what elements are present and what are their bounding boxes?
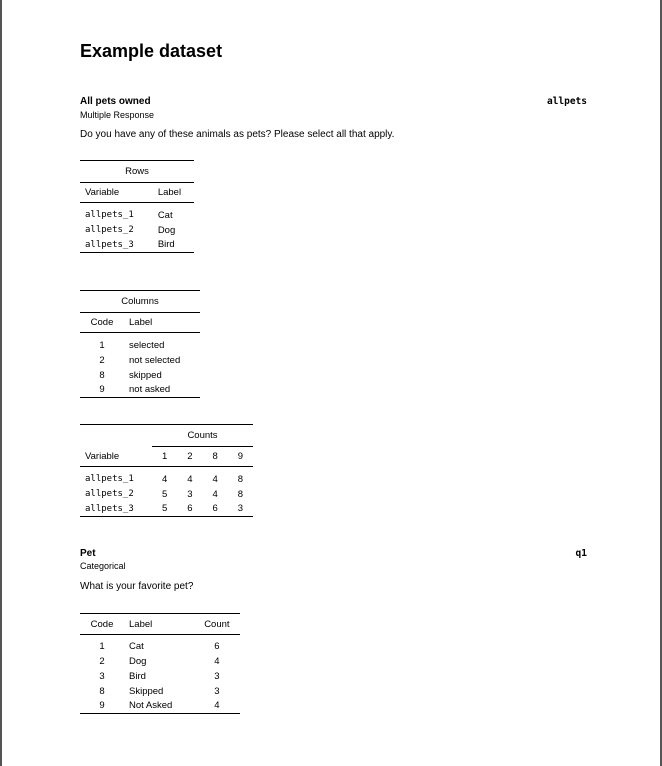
rows-header-label: Label <box>157 187 182 198</box>
q1-table <box>80 613 240 714</box>
rows-header-variable: Variable <box>85 187 120 198</box>
variable-question-q1: What is your favorite pet? <box>80 581 194 592</box>
table-row: 8 skipped <box>99 369 162 381</box>
table-row: 2 Dog 4 <box>99 655 220 667</box>
table-row: 9 not asked <box>80 383 200 398</box>
table-row: allpets_2 Dog <box>85 224 176 236</box>
table-row: 9 Not Asked 4 <box>80 699 240 714</box>
table-row: allpets_1 4 4 4 8 <box>85 473 244 485</box>
page-left-border <box>0 0 2 766</box>
table-row: allpets_3 5 6 6 3 <box>80 502 253 517</box>
q1-header-count: Count <box>194 614 240 635</box>
document-title: Example dataset <box>80 41 223 61</box>
variable-type-q1: Categorical <box>80 561 126 571</box>
counts-header-9: 9 <box>237 451 244 462</box>
table-row: 3 Bird 3 <box>99 670 220 682</box>
table-row: 1 selected <box>99 339 165 351</box>
variable-alias-allpets: allpets <box>546 96 587 107</box>
counts-table <box>80 424 253 517</box>
columns-header-code: Code <box>90 317 114 328</box>
table-row: allpets_2 5 3 4 8 <box>85 488 244 500</box>
variable-alias-q1: q1 <box>575 548 587 559</box>
variable-name-allpets: All pets owned <box>80 96 151 107</box>
columns-header-label: Label <box>129 317 153 328</box>
counts-caption: Counts <box>152 425 253 447</box>
table-row: 1 Cat 6 <box>99 640 220 652</box>
columns-caption: Columns <box>80 291 200 313</box>
variable-name-q1: Pet <box>80 548 96 559</box>
table-row: 8 Skipped 3 <box>99 685 220 697</box>
variable-question-allpets: Do you have any of these animals as pets? Please select all that apply. <box>80 129 395 140</box>
table-row: 2 not selected <box>99 354 181 366</box>
counts-header-8: 8 <box>212 451 218 462</box>
columns-table <box>80 290 200 398</box>
variable-type-allpets: Multiple Response <box>80 110 155 120</box>
rows-table <box>80 160 194 253</box>
rows-caption: Rows <box>80 161 194 183</box>
table-row: allpets_1 Cat <box>85 209 173 221</box>
counts-header-2: 2 <box>187 451 193 462</box>
q1-header-label: Label <box>124 614 194 635</box>
counts-header-variable: Variable <box>85 450 120 462</box>
counts-header-1: 1 <box>161 451 168 462</box>
q1-header-code: Code <box>80 614 124 635</box>
table-row: allpets_3 Bird <box>80 238 194 253</box>
